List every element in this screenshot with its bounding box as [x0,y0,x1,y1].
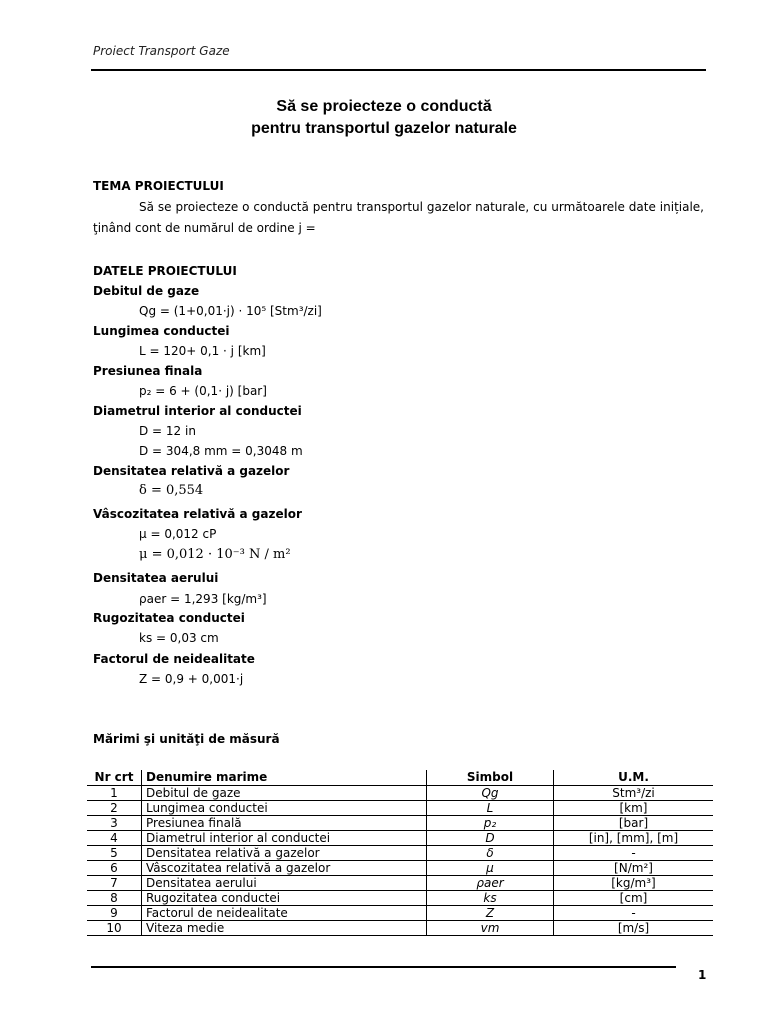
cell-nr: 5 [87,846,142,861]
footer-rule [91,966,676,968]
table-row [87,906,713,921]
cell-nr: 3 [87,816,142,831]
title-line-1: Să se proiecteze o conductă [276,98,492,115]
vascozitate-formula-si: μ = 0,012 · 10⁻³ N / m² [139,547,291,562]
column-header: Nr crt [87,770,142,786]
cell-nr: 7 [87,876,142,891]
presiune-label: Presiunea finala [93,364,203,378]
marimi-heading: Mărimi şi unităţi de măsură [93,732,280,746]
diametru-formula-mm: D = 304,8 mm = 0,3048 m [139,444,303,458]
title-line-2: pentru transportul gazelor naturale [251,120,517,137]
aer-label: Densitatea aerului [93,571,219,585]
cell-denumire: Debitul de gaze [142,786,427,801]
cell-denumire: Presiunea finală [142,816,427,831]
tema-text: Să se proiecteze o conductă pentru transportul gazelor naturale, cu următoarele date inițiale, ţinând cont de numărul de ordine j = [93,200,704,235]
vascozitate-formula-cp: μ = 0,012 cP [139,527,217,541]
cell-simbol: vm [427,921,554,936]
page-number: 1 [698,968,707,982]
cell-simbol: ks [427,891,554,906]
cell-denumire: Vâscozitatea relativă a gazelor [142,861,427,876]
rugozitate-formula: ks = 0,03 cm [139,631,219,645]
marimi-table [87,770,713,936]
debit-formula: Qg = (1+0,01·j) · 10⁵ [Stm³/zi] [139,304,322,318]
cell-simbol: ρaer [427,876,554,891]
table-row [87,816,713,831]
column-header: U.M. [554,770,714,786]
cell-um: [in], [mm], [m] [554,831,714,846]
column-header: Denumire marime [142,770,427,786]
cell-denumire: Factorul de neidealitate [142,906,427,921]
cell-simbol: p₂ [427,816,554,831]
densitate-formula: δ = 0,554 [139,483,204,498]
rugozitate-label: Rugozitatea conductei [93,611,245,625]
cell-denumire: Rugozitatea conductei [142,891,427,906]
cell-um: [km] [554,801,714,816]
cell-nr: 10 [87,921,142,936]
cell-denumire: Viteza medie [142,921,427,936]
cell-denumire: Diametrul interior al conductei [142,831,427,846]
cell-um: Stm³/zi [554,786,714,801]
cell-um: [cm] [554,891,714,906]
cell-denumire: Lungimea conductei [142,801,427,816]
cell-um: [bar] [554,816,714,831]
neidealitate-label: Factorul de neidealitate [93,652,255,666]
vascozitate-label: Vâscozitatea relativă a gazelor [93,507,302,521]
lungime-label: Lungimea conductei [93,324,230,338]
cell-simbol: D [427,831,554,846]
diametru-label: Diametrul interior al conductei [93,404,302,418]
cell-denumire: Densitatea aerului [142,876,427,891]
table-row [87,861,713,876]
cell-um: [N/m²] [554,861,714,876]
cell-nr: 1 [87,786,142,801]
table-row [87,876,713,891]
cell-nr: 2 [87,801,142,816]
lungime-formula: L = 120+ 0,1 · j [km] [139,344,266,358]
cell-nr: 4 [87,831,142,846]
table-row [87,846,713,861]
diametru-formula-in: D = 12 in [139,424,196,438]
cell-nr: 9 [87,906,142,921]
debit-label: Debitul de gaze [93,284,200,298]
presiune-formula: p₂ = 6 + (0,1· j) [bar] [139,384,267,398]
cell-nr: 8 [87,891,142,906]
cell-simbol: Qg [427,786,554,801]
tema-paragraph [93,197,704,239]
cell-um: [kg/m³] [554,876,714,891]
header-rule [91,69,706,71]
aer-formula: ρaer = 1,293 [kg/m³] [139,592,267,606]
date-heading: DATELE PROIECTULUI [93,264,237,278]
table-row [87,831,713,846]
tema-heading: TEMA PROIECTULUI [93,179,224,193]
cell-simbol: μ [427,861,554,876]
cell-um: [m/s] [554,921,714,936]
cell-simbol: δ [427,846,554,861]
cell-um: - [554,906,714,921]
cell-denumire: Densitatea relativă a gazelor [142,846,427,861]
cell-nr: 6 [87,861,142,876]
column-header: Simbol [427,770,554,786]
page-header: Proiect Transport Gaze [93,44,230,58]
table-row [87,801,713,816]
table-header-row [87,770,713,786]
table-row [87,891,713,906]
cell-simbol: L [427,801,554,816]
neidealitate-formula: Z = 0,9 + 0,001·j [139,672,244,686]
densitate-label: Densitatea relativă a gazelor [93,464,290,478]
cell-simbol: Z [427,906,554,921]
cell-um: - [554,846,714,861]
table-row [87,786,713,801]
table-row [87,921,713,936]
